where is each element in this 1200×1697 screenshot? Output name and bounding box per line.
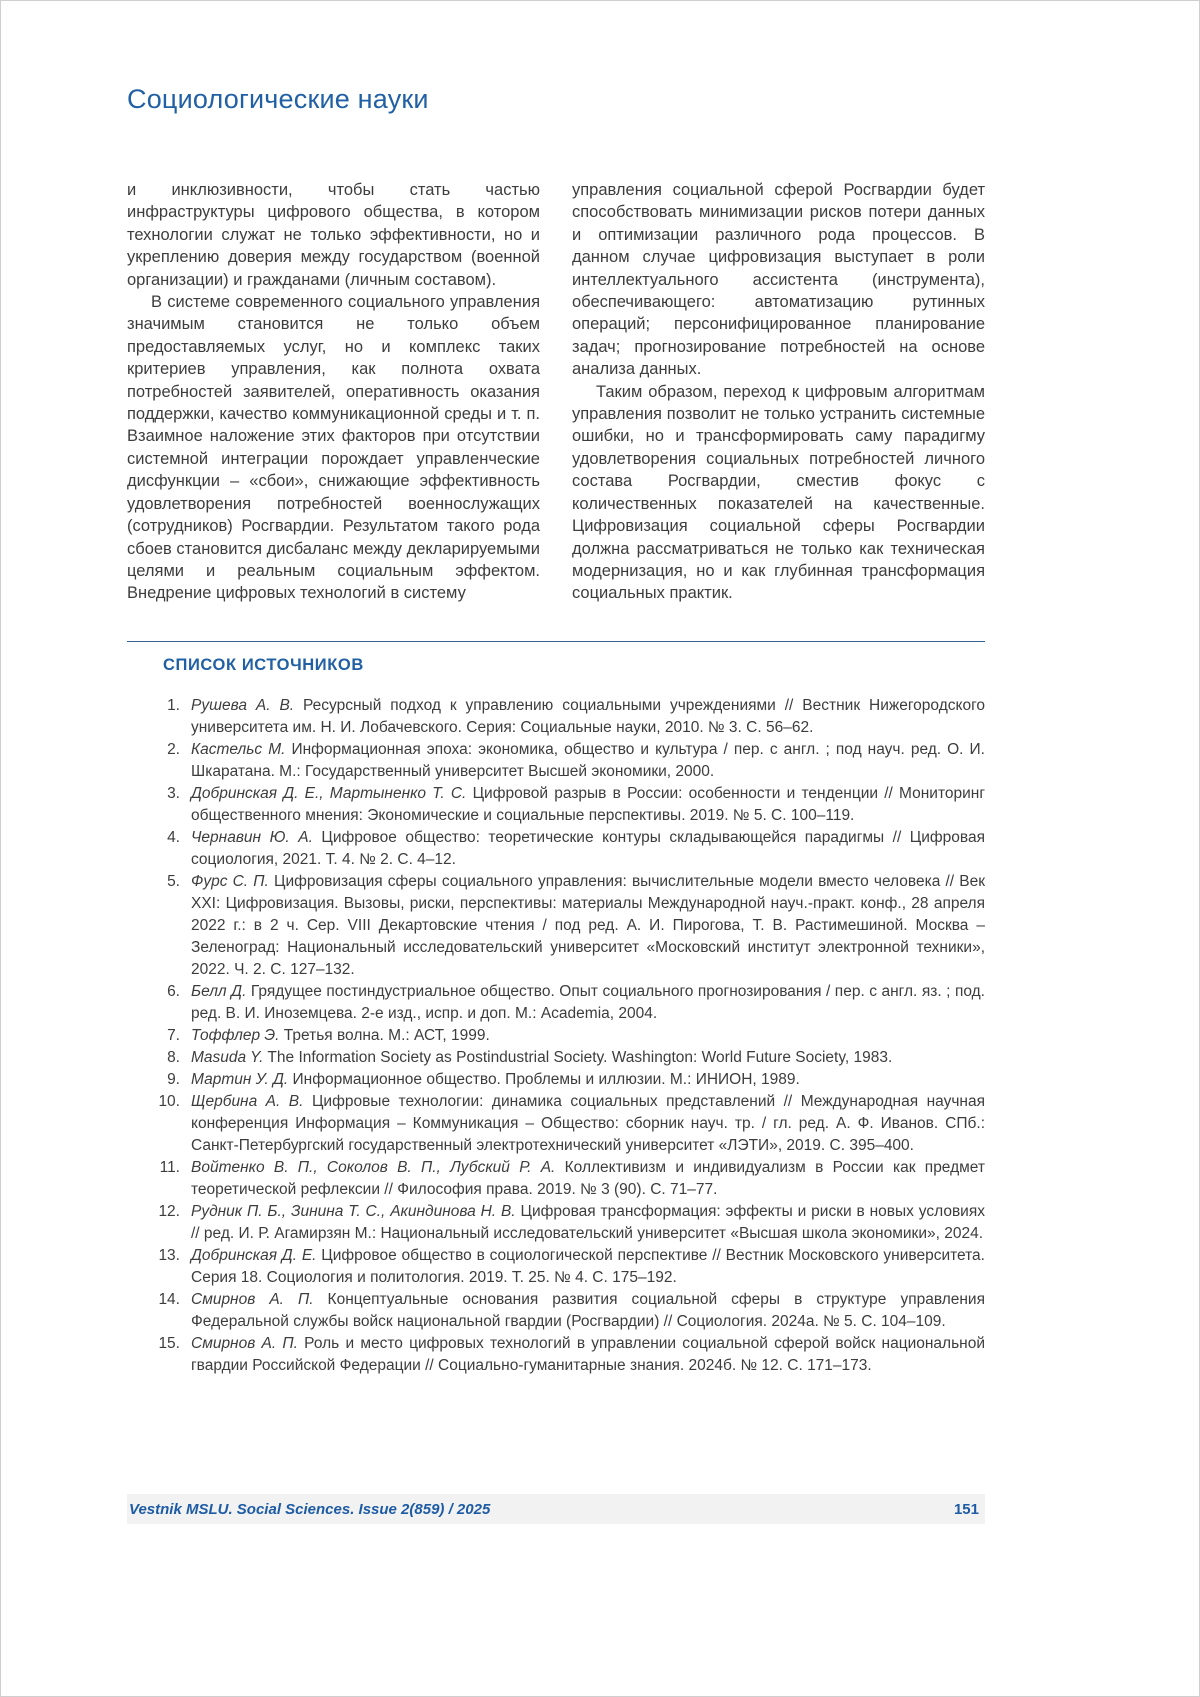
reference-item: [155, 739, 985, 783]
reference-text: Цифровая трансформация: эффекты и риски в новых условиях // ред. И. Р. Агамирзян М.: Национальный исследовательский университет «Высшая школа экономики», 2024.: [191, 1202, 985, 1242]
references-heading: СПИСОК ИСТОЧНИКОВ: [163, 655, 364, 674]
reference-author: Чернавин Ю. А.: [191, 828, 313, 846]
reference-item: [155, 783, 985, 827]
reference-text: The Information Society as Postindustrial Society. Washington: World Future Society, 1983.: [263, 1048, 893, 1066]
page-footer: [127, 1494, 985, 1524]
reference-text: Ресурсный подход к управлению социальными учреждениями // Вестник Нижегородского университета им. Н. И. Лобачевского. Серия: Социальные науки, 2010. № 3. С. 56–62.: [191, 696, 985, 736]
reference-number: 1.: [167, 696, 180, 714]
reference-text: Концептуальные основания развития социальной сферы в структуре управления Федеральной службы войск национальной гвардии (Росгвардии) // Социология. 2024а. № 5. С. 104–109.: [191, 1290, 985, 1330]
reference-author: Рушева А. В.: [191, 696, 295, 714]
reference-item: [155, 1091, 985, 1157]
section-divider: [127, 641, 985, 642]
reference-author: Добринская Д. Е.: [191, 1246, 317, 1264]
reference-item: [155, 695, 985, 739]
reference-item: [155, 1201, 985, 1245]
reference-author: Кастельс М.: [191, 740, 286, 758]
reference-number: 4.: [167, 828, 180, 846]
reference-number: 9.: [167, 1070, 180, 1088]
paragraph-continuation: и инклюзивности, чтобы стать частью инфраструктуры цифрового общества, в котором технологии служат не только эффективности, но и укреплению доверия между государством (военной организации) и гражданами (личным составом).: [127, 181, 540, 289]
reference-number: 14.: [158, 1290, 180, 1308]
reference-number: 10.: [158, 1092, 180, 1110]
paragraph-continuation: управления социальной сферой Росгвардии будет способствовать минимизации рисков потери данных и оптимизации различного рода процессов. В данном случае цифровизация выступает в роли интеллектуального ассистента (инструмента), обеспечивающего: автоматизацию рутинных операций; персонифицированное планирование задач; прогнозирование потребностей на основе анализа данных.: [572, 181, 985, 379]
reference-item: [155, 1289, 985, 1333]
article-body: [127, 179, 985, 605]
page-number: 151: [953, 1500, 979, 1518]
reference-item: [155, 1245, 985, 1289]
reference-text: Коллективизм и индивидуализм в России как предмет теоретической рефлексии // Философия права. 2019. № 3 (90). С. 71–77.: [191, 1158, 985, 1198]
reference-author: Добринская Д. Е., Мартыненко Т. С.: [191, 784, 467, 802]
reference-item: [155, 981, 985, 1025]
reference-author: Войтенко В. П., Соколов В. П., Лубский Р. А.: [191, 1158, 556, 1176]
paragraph: Таким образом, переход к цифровым алгоритмам управления позволит не только устранить системные ошибки, но и трансформировать саму парадигму удовлетворения социальных потребностей личного состава Росгвардии, сместив фокус с количественных показателей на качественные. Цифровизация социальной сферы Росгвардии должна рассматриваться не только как техническая модернизация, но и как глубинная трансформация социальных практик.: [572, 382, 985, 603]
reference-author: Фурс С. П.: [191, 872, 269, 890]
references-list: [155, 695, 985, 1377]
reference-number: 12.: [158, 1202, 180, 1220]
journal-info: Vestnik MSLU. Social Sciences. Issue 2(859) / 2025: [129, 1500, 491, 1518]
reference-author: Смирнов А. П.: [191, 1334, 298, 1352]
page-content: [127, 0, 985, 1377]
reference-author: Белл Д.: [191, 982, 247, 1000]
reference-author: Щербина А. В.: [191, 1092, 304, 1110]
reference-text: Роль и место цифровых технологий в управлении социальной сферой войск национальной гвардии Российской Федерации // Социально-гуманитарные знания. 2024б. № 12. С. 171–173.: [191, 1334, 985, 1374]
references-section: [127, 641, 985, 1377]
reference-text: Цифровое общество в социологической перспективе // Вестник Московского университета. Серия 18. Социология и политология. 2019. Т. 25. № 4. С. 175–192.: [191, 1246, 985, 1286]
reference-item: [155, 1069, 985, 1091]
reference-item: [155, 1025, 985, 1047]
reference-author: Рудник П. Б., Зинина Т. С., Акиндинова Н. В.: [191, 1202, 516, 1220]
reference-author: Смирнов А. П.: [191, 1290, 314, 1308]
reference-number: 8.: [167, 1048, 180, 1066]
paragraph: В системе современного социального управления значимым становится не только объем предоставляемых услуг, но и комплекс таких критериев управления, как полнота охвата потребностей заявителей, оперативность оказания поддержки, качество коммуникационной среды и т. п. Взаимное наложение этих факторов при отсутствии системной интеграции порождает управленческие дисфункции – «сбои», снижающие эффективность удовлетворения потребностей военнослужащих (сотрудников) Росгвардии. Результатом такого рода сбоев становится дисбаланс между декларируемыми целями и реальным социальным эффектом. Внедрение цифровых технологий в систему: [127, 293, 540, 603]
reference-number: 13.: [158, 1246, 180, 1264]
section-heading: Социологические науки: [127, 84, 429, 114]
column-left: [127, 179, 540, 605]
reference-number: 7.: [167, 1026, 180, 1044]
reference-number: 15.: [158, 1334, 180, 1352]
reference-item: [155, 1047, 985, 1069]
reference-number: 3.: [167, 784, 180, 802]
reference-text: Информационное общество. Проблемы и иллюзии. М.: ИНИОН, 1989.: [288, 1070, 800, 1088]
column-right: [572, 179, 985, 605]
reference-author: Мартин У. Д.: [191, 1070, 289, 1088]
reference-text: Цифровое общество: теоретические контуры складывающейся парадигмы // Цифровая социология, 2021. Т. 4. № 2. С. 4–12.: [191, 828, 985, 868]
reference-author: Masuda Y.: [191, 1048, 264, 1066]
reference-item: [155, 871, 985, 981]
reference-text: Информационная эпоха: экономика, общество и культура / пер. с англ. ; под науч. ред. О. И. Шкаратана. М.: Государственный университет Высшей экономики, 2000.: [191, 740, 985, 780]
reference-item: [155, 1157, 985, 1201]
reference-item: [155, 1333, 985, 1377]
reference-text: Грядущее постиндустриальное общество. Опыт социального прогнозирования / пер. с англ. яз. ; под. ред. В. И. Иноземцева. 2-е изд., испр. и доп. М.: Academia, 2004.: [191, 982, 985, 1022]
reference-item: [155, 827, 985, 871]
reference-text: Цифровые технологии: динамика социальных представлений // Международная научная конференция Информация – Коммуникация – Общество: сборник науч. тр. / гл. ред. А. Ф. Иванов. СПб.: Санкт-Петербургский государственный электротехнический университет «ЛЭТИ», 2019. С. 395–400.: [191, 1092, 985, 1154]
reference-text: Цифровой разрыв в России: особенности и тенденции // Мониторинг общественного мнения: Экономические и социальные перспективы. 2019. № 5. С. 100–119.: [191, 784, 986, 824]
reference-number: 11.: [159, 1158, 180, 1176]
reference-author: Тоффлер Э.: [191, 1026, 280, 1044]
reference-number: 2.: [167, 740, 180, 758]
reference-number: 5.: [167, 872, 180, 890]
reference-text: Третья волна. М.: АСТ, 1999.: [279, 1026, 490, 1044]
reference-number: 6.: [167, 982, 180, 1000]
reference-text: Цифровизация сферы социального управления: вычислительные модели вместо человека // Век XXI: Цифровизация. Вызовы, риски, перспективы: материалы Международной науч.-практ. конф., 28 апреля 2022 г.: в 2 ч. Сер. VIII Декартовские чтения / под ред. А. И. Пирогова, Т. В. Растимешиной. Москва – Зеленоград: Национальный исследовательский университет «Московский институт электронной техники», 2022. Ч. 2. С. 127–132.: [191, 872, 985, 978]
